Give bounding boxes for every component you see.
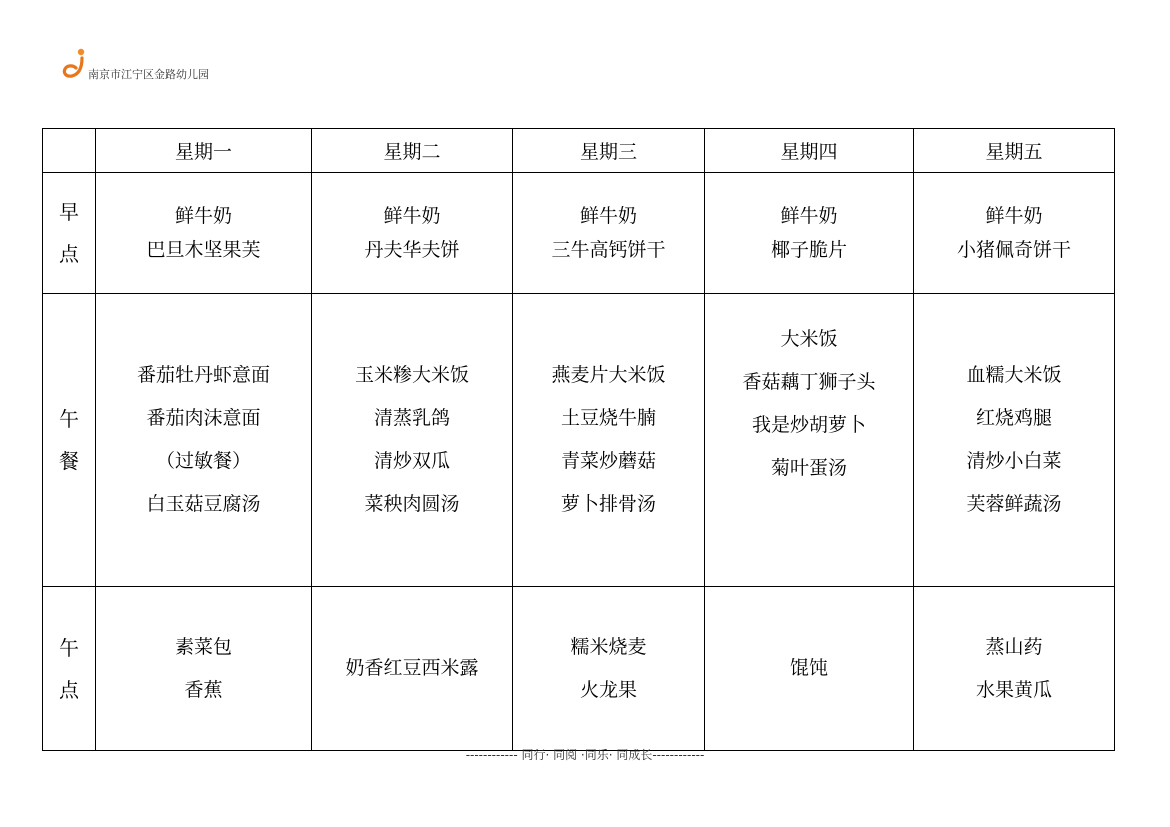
day-header: 星期一 bbox=[96, 129, 312, 173]
menu-cell bbox=[312, 587, 513, 751]
menu-item: 馄饨 bbox=[789, 657, 828, 679]
menu-cell bbox=[96, 294, 312, 587]
day-header: 星期五 bbox=[914, 129, 1115, 173]
footer-slogan: ------------ 同行· 同阅 ·同乐· 同成长------------ bbox=[465, 748, 705, 762]
menu-item: 鲜牛奶 bbox=[383, 205, 441, 227]
menu-item: 糯米烧麦 bbox=[570, 635, 647, 658]
menu-cell bbox=[96, 587, 312, 751]
menu-cell bbox=[914, 294, 1115, 587]
day-header: 星期三 bbox=[513, 129, 705, 173]
school-name: 南京市江宁区金路幼儿园 bbox=[88, 68, 209, 81]
menu-item: 水果黄瓜 bbox=[975, 678, 1052, 701]
menu-item: （过敏餐） bbox=[155, 450, 251, 472]
menu-item: 番茄牡丹虾意面 bbox=[136, 364, 270, 386]
menu-item: 香菇藕丁狮子头 bbox=[742, 371, 876, 393]
menu-cell bbox=[513, 173, 705, 294]
menu-item: 大米饭 bbox=[780, 328, 838, 350]
afternoon-snack-row bbox=[43, 587, 1115, 751]
menu-cell bbox=[513, 294, 705, 587]
day-header-row bbox=[43, 129, 1115, 173]
menu-item: 巴旦木坚果芙 bbox=[146, 239, 261, 261]
menu-item: 蒸山药 bbox=[985, 635, 1043, 658]
menu-item: 火龙果 bbox=[579, 678, 637, 701]
menu-item: 土豆烧牛腩 bbox=[560, 407, 656, 429]
row-label-afternoon-snack: 午 点 bbox=[43, 587, 96, 751]
menu-cell bbox=[513, 587, 705, 751]
menu-item: 玉米糁大米饭 bbox=[354, 364, 469, 386]
menu-item: 鲜牛奶 bbox=[174, 205, 232, 227]
menu-cell bbox=[914, 587, 1115, 751]
menu-item: 小猪佩奇饼干 bbox=[956, 239, 1071, 261]
menu-item: 椰子脆片 bbox=[770, 239, 847, 261]
menu-item: 芙蓉鲜蔬汤 bbox=[966, 493, 1062, 515]
menu-item: 素菜包 bbox=[174, 635, 232, 658]
breakfast-row bbox=[43, 173, 1115, 294]
menu-item: 燕麦片大米饭 bbox=[551, 364, 666, 386]
menu-item: 我是炒胡萝卜 bbox=[751, 414, 866, 436]
menu-item: 萝卜排骨汤 bbox=[560, 493, 656, 515]
row-label-breakfast: 早 点 bbox=[43, 173, 96, 294]
menu-cell bbox=[705, 587, 914, 751]
menu-item: 白玉菇豆腐汤 bbox=[146, 493, 261, 515]
menu-cell bbox=[312, 173, 513, 294]
day-header: 星期二 bbox=[312, 129, 513, 173]
menu-item: 鲜牛奶 bbox=[579, 205, 637, 227]
menu-cell bbox=[312, 294, 513, 587]
menu-item: 鲜牛奶 bbox=[985, 205, 1043, 227]
menu-item: 鲜牛奶 bbox=[780, 205, 838, 227]
weekly-menu-table bbox=[42, 128, 1115, 751]
menu-cell bbox=[914, 173, 1115, 294]
menu-item: 菊叶蛋汤 bbox=[770, 457, 847, 479]
menu-item: 红烧鸡腿 bbox=[975, 407, 1052, 429]
corner-cell bbox=[43, 129, 96, 173]
menu-cell bbox=[96, 173, 312, 294]
menu-item: 清蒸乳鸽 bbox=[373, 407, 450, 429]
menu-item: 清炒双瓜 bbox=[373, 450, 450, 472]
menu-item: 丹夫华夫饼 bbox=[364, 239, 460, 261]
menu-cell bbox=[705, 173, 914, 294]
menu-item: 清炒小白菜 bbox=[966, 450, 1062, 472]
row-label-lunch: 午 餐 bbox=[43, 294, 96, 587]
menu-item: 奶香红豆西米露 bbox=[345, 657, 479, 679]
menu-item: 香蕉 bbox=[184, 678, 223, 701]
menu-item: 血糯大米饭 bbox=[966, 364, 1062, 386]
lunch-row bbox=[43, 294, 1115, 587]
menu-cell bbox=[705, 294, 914, 587]
day-header: 星期四 bbox=[705, 129, 914, 173]
menu-item: 青菜炒蘑菇 bbox=[560, 450, 656, 472]
menu-item: 三牛高钙饼干 bbox=[551, 239, 666, 261]
menu-item: 番茄肉沫意面 bbox=[146, 407, 261, 429]
menu-item: 菜秧肉圆汤 bbox=[364, 493, 460, 515]
